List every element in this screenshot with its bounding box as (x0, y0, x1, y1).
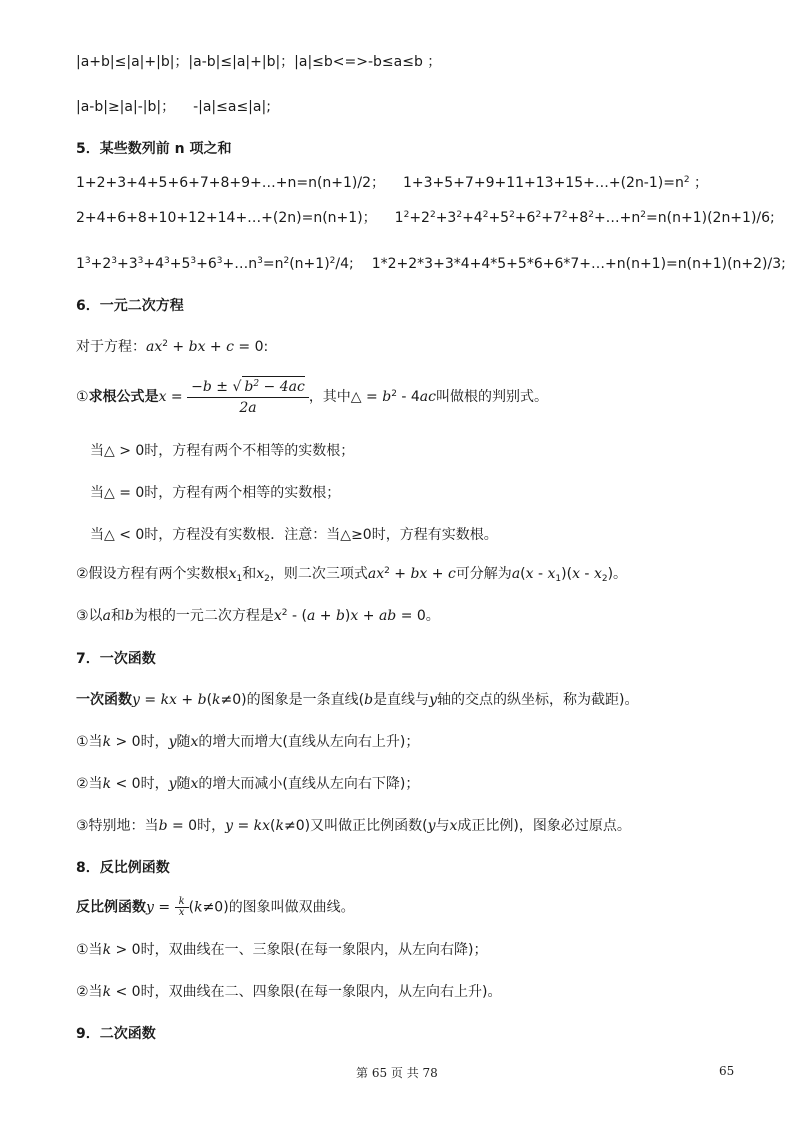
discriminant-negative: 当△ < 0时，方程没有实数根．注意：当△≥0时，方程有实数根。 (90, 527, 498, 543)
section-6-heading: 6．一元二次方程 (76, 298, 184, 314)
section-7-heading: 7．一次函数 (76, 651, 156, 667)
lin1-a: ①当 (76, 734, 103, 750)
discriminant-positive: 当△ > 0时，方程有两个不相等的实数根； (90, 443, 355, 459)
lin3-c: 又叫做正比例函数( (310, 818, 428, 834)
quadratic-intro (76, 337, 268, 357)
linear-case-k-positive: ①当k > 0时，y随x的增大而增大(直线从左向右上升)； (76, 734, 420, 750)
root-formula-numerator: −b ± √ $b^2 - 4ac$ (187, 376, 309, 398)
series-sum-odd: 1+3+5+7+9+11+13+15+…+(2n-1)=n (403, 175, 684, 191)
series-sum-squares-tail: =n(n+1)(2n+1)/6; (646, 210, 775, 226)
roots-equation-line: ③以a和b为根的一元二次方程是$x^2 - (a + b)x$ + ab = 0。 (76, 608, 440, 624)
inverse-def-label: 反比例函数 (76, 899, 146, 916)
lin3-d: 与 (435, 818, 450, 834)
lin3-b: = 0时， (167, 818, 226, 834)
inverse-case-k-negative: ②当k < 0时，双曲线在二、四象限(在每一象限内，从左向右上升)。 (76, 984, 502, 1000)
inv2-a: ②当 (76, 984, 103, 1000)
lin2-c: 随 (176, 776, 191, 792)
factor-a: ②假设方程有两个实数根 (76, 566, 229, 582)
inverse-function-definition: 反比例函数y = $\frac{k}{x}$ (k≠0)的图象叫做双曲线。 (76, 896, 355, 918)
lin1-b: > 0时， (111, 734, 169, 750)
lin3-e: 成正比例)，图象必过原点。 (457, 818, 631, 834)
abs-ineq-a: |a-b|≥|a|-|b|； (76, 99, 176, 115)
lin1-c: 随 (176, 734, 191, 750)
inv2-b: < 0时，双曲线在二、四象限(在每一象限内，从左向右上升)。 (111, 984, 502, 1000)
lin2-a: ②当 (76, 776, 103, 792)
section-8-heading: 8．反比例函数 (76, 860, 170, 876)
root-formula-denominator: 2a (239, 400, 257, 416)
abs-inequality-line-2 (76, 97, 271, 117)
series-sum-n: 1+2+3+4+5+6+7+8+9+…+n=n(n+1)/2； (76, 175, 386, 191)
root-formula-is: 是 (144, 389, 159, 405)
linear-def-tail2: 是直线与 (373, 692, 430, 708)
series-line-3 (76, 254, 786, 274)
lin2-d: 的增大而减小(直线从左向右下降)； (198, 776, 420, 792)
linear-def-label: 一次函数 (76, 692, 132, 708)
series-sum-products: 1*2+2*3+3*4+4*5+5*6+6*7+…+n(n+1)=n(n+1)(n+2)/3; (371, 256, 786, 272)
root-formula-fraction (187, 376, 309, 418)
factor-c: ，则二次三项式 (269, 566, 368, 582)
roots-eq-b: 和 (110, 608, 125, 624)
series-sum-even: 2+4+6+8+10+12+14+…+(2n)=n(n+1)； (76, 210, 377, 226)
inverse-def-tail: 的图象叫做双曲线。 (228, 899, 355, 916)
discriminant-label: ，其中△ = (308, 389, 383, 405)
section-9-heading: 9．二次函数 (76, 1026, 156, 1042)
lin1-d: 的增大而增大(直线从左向右上升)； (198, 734, 420, 750)
inv1-b: > 0时，双曲线在一、三象限(在每一象限内，从左向右降)； (111, 942, 488, 958)
series-sum-squares: $1^2+2^2+3^2+4^2+5^2+6^2+7^2+8^2+\dots+n^2=n(n+1)(2n+1)/6$; (394, 210, 775, 226)
factorization-line: ②假设方程有两个实数根$x_1$和$x_2$，则二次三项式$ax^2$ + bx + c可分解为$a(x - x_1)(x - x_2)$。 (76, 566, 628, 584)
roots-eq-c: 为根的一元二次方程是 (133, 608, 274, 624)
discriminant-zero: 当△ = 0时，方程有两个相等的实数根； (90, 485, 341, 501)
linear-def-tail: 的图象是一条直线( (246, 692, 365, 708)
lin3-a: ③特别地：当 (76, 818, 159, 834)
abs-ineq-b: -|a|≤a≤|a|; (193, 99, 271, 115)
page-number: 65 (719, 1064, 735, 1078)
factor-b: 和 (242, 566, 257, 582)
section-5-heading: 5．某些数列前 n 项之和 (76, 141, 232, 157)
series-line-2 (76, 208, 775, 228)
series-sum-cubes: $1^3+2^3+3^3+4^3+5^3+6^3+\dots n^3=n^2(n+1)^2/4$; (76, 256, 354, 272)
roots-eq-a: ③以 (76, 608, 103, 624)
abs-inequality-line-1: |a+b|≤|a|+|b|；|a-b|≤|a|+|b|；|a|≤b<=>-b≤a≤b ； (76, 54, 442, 70)
linear-case-k-negative: ②当k < 0时，y随x的增大而减小(直线从左向右下降)； (76, 776, 420, 792)
page-footer-center: 第 65 页 共 78 (356, 1066, 438, 1080)
factor-d: 可分解为 (455, 566, 512, 582)
root-formula-line: ①求根公式是x = $\frac{-b \pm √ b^2 - 4ac}{2a}$ ，其中△ = $b^2 - 4ac$叫做根的判别式。 (76, 376, 548, 418)
series-line-1: 1+2+3+4+5+6+7+8+9+…+n=n(n+1)/2； $1+3+5+7+9+11+13+15+\dots+(2n-1)=n^2$ ； (76, 175, 709, 191)
root-formula-label: 求根公式 (88, 389, 145, 405)
linear-case-b-zero: ③特别地：当b = 0时，y = kx(k≠0)又叫做正比例函数(y与x成正比例)，图象必过原点。 (76, 818, 631, 834)
quadratic-equation: $ax^2$ + bx + c = 0: (146, 339, 269, 355)
inverse-case-k-positive: ①当k > 0时，双曲线在一、三象限(在每一象限内，从左向右降)； (76, 942, 488, 958)
lin2-b: < 0时， (111, 776, 169, 792)
linear-function-definition: 一次函数y = kx + b(k≠0)的图象是一条直线(b是直线与y轴的交点的纵坐标，称为截距)。 (76, 692, 639, 708)
quadratic-intro-label: 对于方程： (76, 339, 146, 355)
inv1-a: ①当 (76, 942, 103, 958)
k-over-x-fraction: $\frac{k}{x}$ (175, 897, 189, 918)
linear-def-tail3: 轴的交点的纵坐标，称为截距)。 (436, 692, 639, 708)
discriminant-tail: 叫做根的判别式。 (435, 389, 548, 405)
